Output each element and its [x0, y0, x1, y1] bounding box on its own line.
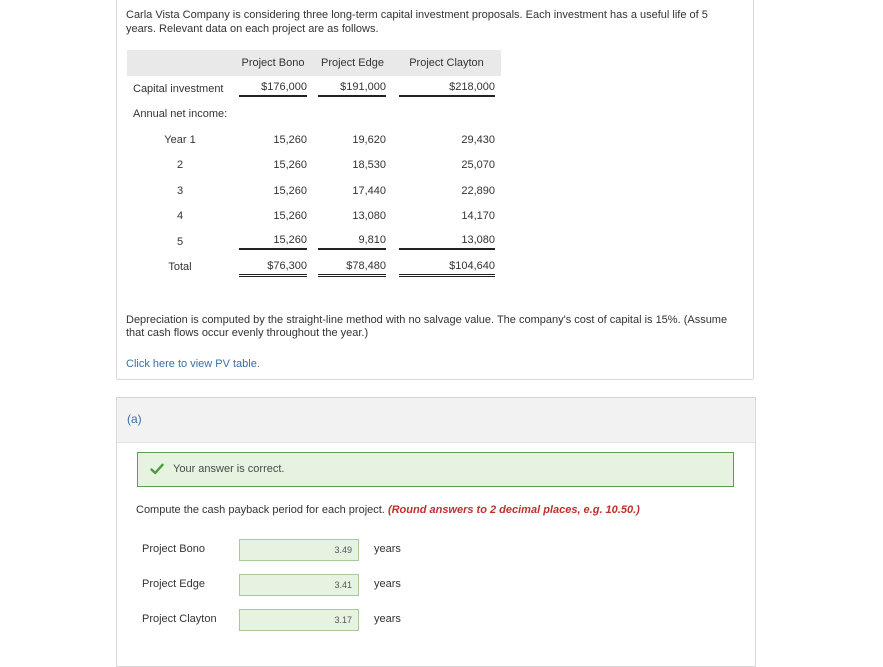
question-instruction — [136, 504, 640, 516]
row-label: 2 — [176, 159, 184, 172]
table-header-row — [127, 50, 501, 76]
table-header-bono: Project Bono — [233, 50, 313, 76]
instruction-text: Compute the cash payback period for each project. — [136, 504, 385, 516]
part-a-header — [117, 398, 755, 443]
cell-value: 22,890 — [461, 184, 495, 197]
table-row-year — [127, 204, 501, 230]
pv-table-link[interactable]: Click here to view PV table. — [126, 358, 260, 370]
table-row-year — [127, 127, 501, 153]
cell-value: 15,260 — [273, 159, 307, 172]
answer-unit: years — [374, 543, 401, 555]
cell-value: 15,260 — [273, 133, 307, 146]
cell-value: 19,620 — [352, 133, 386, 146]
problem-intro: Carla Vista Company is considering three long-term capital investment proposals. Each investment has a useful life of 5 years. Relevant data on each project are as follows. — [126, 9, 708, 35]
table-row-year — [127, 153, 501, 179]
row-label: 4 — [176, 210, 184, 223]
row-label: 3 — [176, 184, 184, 197]
feedback-text: Your answer is correct. — [173, 463, 285, 475]
cell-value: 25,070 — [461, 159, 495, 172]
checkmark-icon — [150, 462, 164, 476]
table-row-annual-label — [127, 102, 501, 128]
cell-value: $78,480 — [318, 258, 386, 277]
cell-value: $218,000 — [399, 81, 495, 97]
answer-unit: years — [374, 613, 401, 625]
row-label: Total — [168, 261, 192, 274]
cell-value: 13,080 — [399, 234, 495, 250]
table-header-edge: Project Edge — [313, 50, 392, 76]
cell-value: $176,000 — [239, 81, 307, 97]
cell-value: 15,260 — [239, 234, 307, 250]
answer-label: Project Bono — [142, 543, 205, 555]
cell-value: 15,260 — [273, 184, 307, 197]
depreciation-note: Depreciation is computed by the straight-line method with no salvage value. The company's cost of capital is 15%. (Assume that cash flows occur evenly throughout the year.) — [126, 314, 728, 339]
cell-value: 14,170 — [461, 210, 495, 223]
table-row-capital — [127, 76, 501, 102]
rounding-hint: (Round answers to 2 decimal places, e.g. 10.50.) — [387, 504, 640, 516]
project-data-table — [127, 50, 501, 280]
cell-value: 15,260 — [273, 210, 307, 223]
cell-value: 29,430 — [461, 133, 495, 146]
answer-label: Project Edge — [142, 578, 205, 590]
cell-value: $104,640 — [399, 258, 495, 277]
cell-value: 13,080 — [352, 210, 386, 223]
cell-value: 17,440 — [352, 184, 386, 197]
part-a-section — [116, 397, 756, 667]
edge-payback-input[interactable] — [239, 574, 359, 596]
table-row-year — [127, 178, 501, 204]
row-label: Annual net income: — [133, 108, 228, 121]
correct-feedback-banner — [137, 452, 734, 487]
cell-value: 18,530 — [352, 159, 386, 172]
clayton-payback-input[interactable] — [239, 609, 359, 631]
answer-unit: years — [374, 578, 401, 590]
part-a-label: (a) — [127, 412, 142, 426]
table-header-clayton: Project Clayton — [392, 50, 501, 76]
cell-value: $191,000 — [318, 81, 386, 97]
bono-payback-input[interactable] — [239, 539, 359, 561]
row-label: Capital investment — [133, 82, 224, 95]
answer-label: Project Clayton — [142, 613, 217, 625]
table-row-total — [127, 255, 501, 281]
cell-value: 9,810 — [318, 234, 386, 250]
row-label: 5 — [176, 235, 184, 248]
table-row-year — [127, 229, 501, 255]
cell-value: $76,300 — [239, 258, 307, 277]
row-label: Year 1 — [164, 133, 196, 146]
table-header-blank — [127, 50, 233, 76]
